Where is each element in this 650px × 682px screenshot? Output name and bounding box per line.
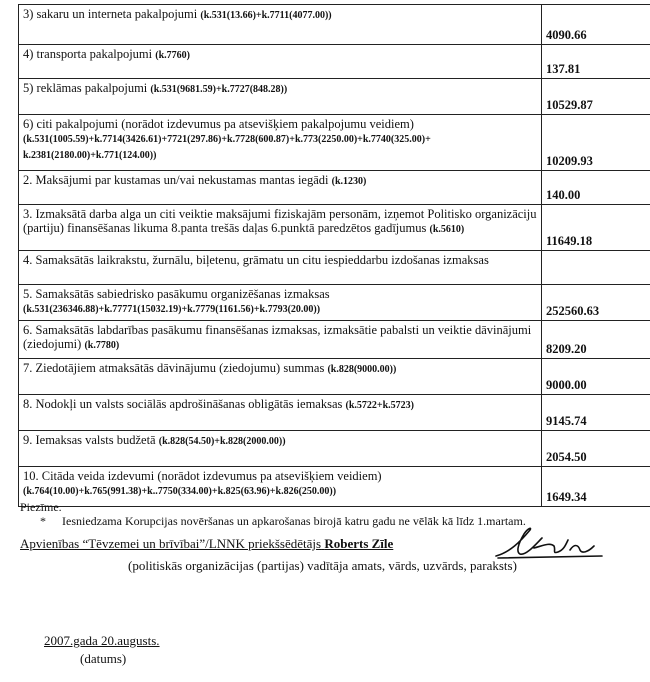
row-text: 6) citi pakalpojumi (norādot izdevumus pa atsevišķiem pakalpojumu veidiem) xyxy=(23,117,414,131)
row-codes: (k.828(9000.00)) xyxy=(327,364,397,375)
row-description xyxy=(19,205,542,251)
row-description xyxy=(19,45,542,79)
row-amount: 2054.50 xyxy=(542,431,650,467)
row-description xyxy=(19,115,542,171)
row-text: 3. Izmaksātā darba alga un citi veiktie maksājumi fiziskajām personām, izņemot Politisko organizāciju (partiju) finansēšanas likuma 8.panta trešās daļas 6.punktā paredzētos gadījumus xyxy=(23,207,537,235)
table-row xyxy=(19,205,650,251)
row-description xyxy=(19,251,542,285)
row-codes: (k.1230) xyxy=(331,176,367,187)
table-row xyxy=(19,431,650,467)
note-heading: Piezīme. xyxy=(20,500,62,514)
table-row xyxy=(19,45,650,79)
row-description xyxy=(19,431,542,467)
row-codes: (k.7780) xyxy=(84,340,120,351)
expenses-table xyxy=(18,4,650,507)
row-amount: 10529.87 xyxy=(542,79,650,115)
row-amount: 140.00 xyxy=(542,171,650,205)
row-amount: 252560.63 xyxy=(542,285,650,321)
table-row xyxy=(19,359,650,395)
row-amount xyxy=(542,251,650,285)
note-star: * xyxy=(40,514,46,528)
table-row xyxy=(19,285,650,321)
row-codes: (k.764(10.00)+k.765(991.38)+k..7750(334.00)+k.825(63.96)+k.826(250.00)) xyxy=(23,486,337,497)
row-description xyxy=(19,395,542,431)
row-text: 9. Iemaksas valsts budžetā xyxy=(23,433,156,447)
row-codes: (k.531(13.66)+k.7711(4077.00)) xyxy=(200,10,332,21)
row-amount: 9000.00 xyxy=(542,359,650,395)
row-codes: (k.531(1005.59)+k.7714(3426.61)+7721(297.86)+k.7728(600.87)+k.773(2250.00)+k.7740(325.00)+ k.2381(2180.00)+k.771(124.00)) xyxy=(23,134,431,161)
row-description xyxy=(19,467,542,507)
row-description xyxy=(19,5,542,45)
note-text: Iesniedzama Korupcijas novēršanas un apkarošanas birojā katru gadu ne vēlāk kā līdz 1.martam. xyxy=(62,514,526,528)
table-row xyxy=(19,395,650,431)
table-row xyxy=(19,5,650,45)
signature-caption: (politiskās organizācijas (partijas) vadītāja amats, vārds, uzvārds, paraksts) xyxy=(128,558,517,573)
date-value: 2007.gada 20.augusts. xyxy=(44,633,160,648)
row-description xyxy=(19,321,542,359)
signature-title: Apvienības “Tēvzemei un brīvībai”/LNNK priekšsēdētājs Roberts Zīle xyxy=(20,536,394,551)
row-amount: 8209.20 xyxy=(542,321,650,359)
row-text: 7. Ziedotājiem atmaksātās dāvinājumu (ziedojumu) summas xyxy=(23,361,325,375)
row-text: 5. Samaksātās sabiedrisko pasākumu organizēšanas izmaksas xyxy=(23,287,330,301)
row-text: 5) reklāmas pakalpojumi xyxy=(23,81,148,95)
row-description xyxy=(19,171,542,205)
row-description xyxy=(19,285,542,321)
row-text: 3) sakaru un interneta pakalpojumi xyxy=(23,7,198,21)
row-amount: 10209.93 xyxy=(542,115,650,171)
table-row xyxy=(19,467,650,507)
table-row xyxy=(19,115,650,171)
row-text: 8. Nodokļi un valsts sociālās apdrošināšanas obligātās iemaksas xyxy=(23,397,343,411)
table-row xyxy=(19,321,650,359)
row-codes: (k.7760) xyxy=(155,50,190,61)
row-amount: 1649.34 xyxy=(542,467,650,507)
row-text: 4) transporta pakalpojumi xyxy=(23,47,153,61)
row-amount: 137.81 xyxy=(542,45,650,79)
row-codes: (k.5722+k.5723) xyxy=(345,400,414,411)
row-description xyxy=(19,79,542,115)
row-codes: (k.828(54.50)+k.828(2000.00)) xyxy=(158,436,286,447)
row-amount: 9145.74 xyxy=(542,395,650,431)
table-row xyxy=(19,251,650,285)
row-amount: 4090.66 xyxy=(542,5,650,45)
row-text: 10. Citāda veida izdevumi (norādot izdevumus pa atsevišķiem veidiem) xyxy=(23,469,382,483)
row-description xyxy=(19,359,542,395)
row-text: 6. Samaksātās labdarības pasākumu finansēšanas izmaksas, izmaksātie pabalsti un veiktie dāvinājumi (ziedojumi) xyxy=(23,323,532,351)
row-text: 4. Samaksātās laikrakstu, žurnālu, biļetenu, grāmatu un citu iespieddarbu izdošanas izmaksas xyxy=(23,253,489,267)
row-codes: (k.531(236346.88)+k.77771(15032.19)+k.7779(1161.56)+k.7793(20.00)) xyxy=(23,304,321,315)
row-codes: (k.531(9681.59)+k.7727(848.28)) xyxy=(150,84,288,95)
date-caption: (datums) xyxy=(80,651,127,666)
table-row xyxy=(19,171,650,205)
row-text: 2. Maksājumi par kustamas un/vai nekustamas mantas iegādi xyxy=(23,173,329,187)
handwritten-signature-icon xyxy=(490,522,610,562)
table-row xyxy=(19,79,650,115)
row-amount: 11649.18 xyxy=(542,205,650,251)
row-codes: (k.5610) xyxy=(429,224,465,235)
